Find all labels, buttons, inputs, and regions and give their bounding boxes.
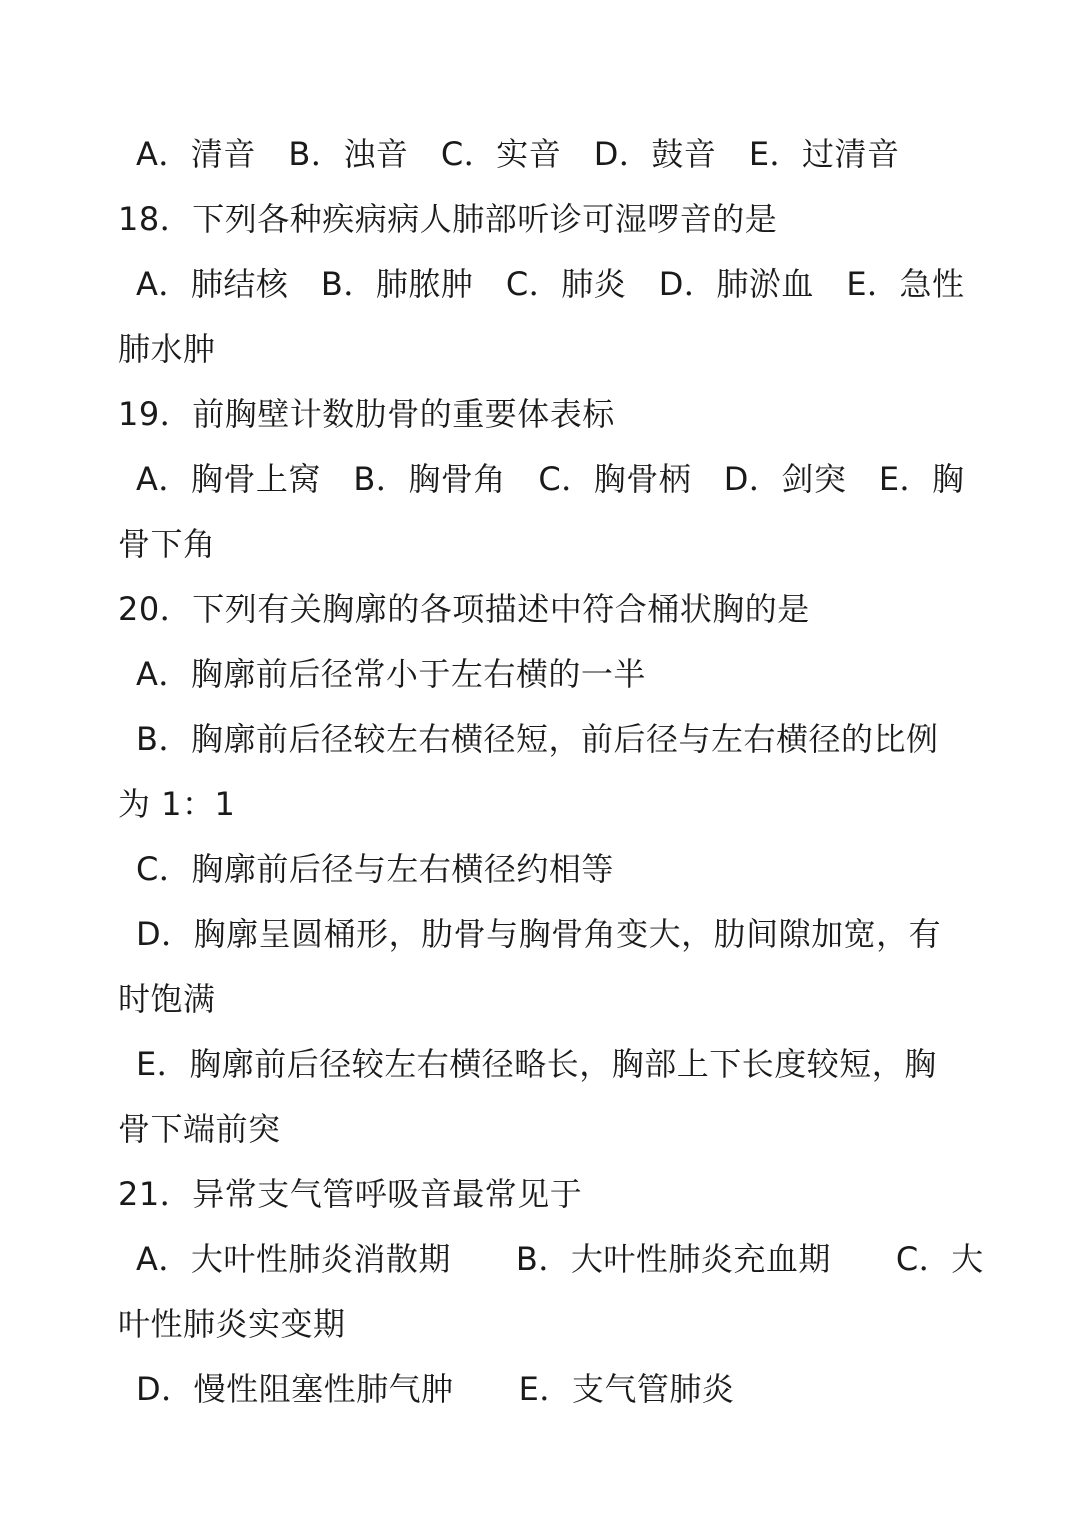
q21-options-line-2: D．慢性阻塞性肺气肿 E．支气管肺炎: [136, 1370, 735, 1408]
q20-option-a: A．胸廓前后径常小于左右横的一半: [136, 655, 646, 693]
q18-options-continuation: 肺水肿: [118, 330, 216, 368]
q19-options-continuation: 骨下角: [118, 525, 216, 563]
q17-options-line: A．清音 B．浊音 C．实音 D．鼓音 E．过清音: [136, 135, 900, 173]
q20-option-b-continuation: 为 1：1: [118, 785, 236, 823]
q18-question: 18．下列各种疾病病人肺部听诊可湿啰音的是: [118, 200, 778, 238]
q18-options-line: A．肺结核 B．肺脓肿 C．肺炎 D．肺淤血 E．急性: [136, 265, 965, 303]
q20-option-e-continuation: 骨下端前突: [118, 1110, 281, 1148]
q19-options-line: A．胸骨上窝 B．胸骨角 C．胸骨柄 D．剑突 E．胸: [136, 460, 965, 498]
q21-question: 21．异常支气管呼吸音最常见于: [118, 1175, 583, 1213]
q19-question: 19．前胸壁计数肋骨的重要体表标: [118, 395, 615, 433]
q20-option-c: C．胸廓前后径与左右横径约相等: [136, 850, 614, 888]
q21-options-continuation: 叶性肺炎实变期: [118, 1305, 346, 1343]
q20-option-d-continuation: 时饱满: [118, 980, 216, 1018]
q20-option-e: E．胸廓前后径较左右横径略长，胸部上下长度较短，胸: [136, 1045, 937, 1083]
q20-option-d: D．胸廓呈圆桶形，肋骨与胸骨角变大，肋间隙加宽，有: [136, 915, 942, 953]
q20-option-b: B．胸廓前后径较左右横径短，前后径与左右横径的比例: [136, 720, 939, 758]
q20-question: 20．下列有关胸廓的各项描述中符合桶状胸的是: [118, 590, 810, 628]
q21-options-line: A．大叶性肺炎消散期 B．大叶性肺炎充血期 C．大: [136, 1240, 984, 1278]
